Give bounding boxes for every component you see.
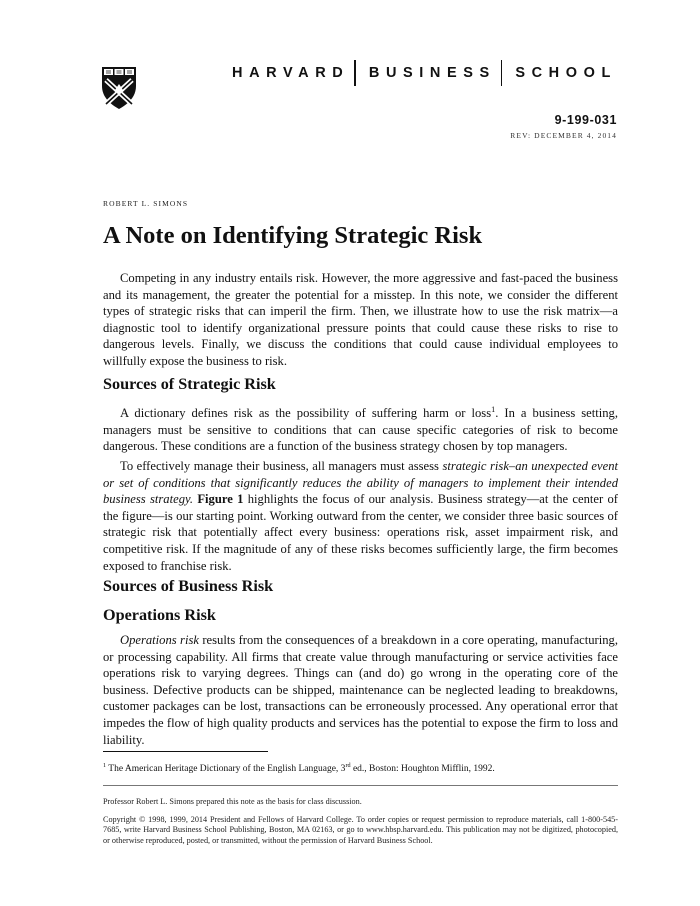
page-title: A Note on Identifying Strategic Risk [103, 222, 483, 249]
footnote-number: 1 [103, 762, 107, 769]
paragraph-text: highlights the focus of our analysis. Business strategy—at the center of the figure—is our starting point. Working outward from the center, we consider three basic sources of strategic risk that potentially affect every business: operations risk, asset impairment risk, and competitive risk. If the magnitude of any of these risks becomes sufficiently large, the firm becomes exposed to franchise risk. [103, 492, 618, 573]
masthead-divider [354, 60, 356, 86]
masthead-word-school: SCHOOL [515, 65, 617, 81]
footnote-reference[interactable]: 1 [491, 404, 496, 414]
masthead-word-business: BUSINESS [368, 65, 496, 81]
footnote-text: The American Heritage Dictionary of the English Language, 3 [106, 764, 346, 774]
revision-date: REV: DECEMBER 4, 2014 [510, 131, 617, 140]
masthead-divider [501, 60, 503, 86]
document-number: 9-199-031 [554, 113, 617, 127]
hbs-shield-icon [101, 66, 137, 110]
footnote [103, 764, 495, 774]
author-name: ROBERT L. SIMONS [103, 199, 189, 208]
paragraph-text: To effectively manage their business, all managers must assess [120, 459, 443, 473]
footnote-text: ed., Boston: Houghton Mifflin, 1992. [350, 764, 495, 774]
strategic-risk-definition: strategic risk–an unexpected event or set of conditions that significantly reduces the ability of managers to implement their intended business strategy. [103, 459, 618, 507]
preparation-note: Professor Robert L. Simons prepared this note as the basis for class discussion. [103, 797, 362, 806]
masthead-word-harvard: HARVARD [232, 65, 350, 81]
footnote-divider [103, 751, 268, 752]
section-heading-strategic-risk: Sources of Strategic Risk [103, 375, 276, 393]
paragraph-operations-risk [103, 632, 618, 748]
paragraph-risk-definition [103, 405, 618, 455]
figure-reference: Figure 1 [197, 492, 244, 507]
paragraph-strategic-risk [103, 458, 618, 574]
footnote-superscript: rd [345, 762, 351, 769]
copyright-notice: Copyright © 1998, 1999, 2014 President and Fellows of Harvard College. To order copies or request permission to reproduce materials, call 1-800-545-7685, write Harvard Business School Publishing, Boston, MA 02163, or go to www.hbsp.harvard.edu. This publication may not be digitized, photocopied, or otherwise reproduced, posted, or transmitted, without the permission of Harvard Business School. [103, 815, 618, 845]
section-heading-business-risk: Sources of Business Risk [103, 577, 274, 595]
subsection-heading-operations-risk: Operations Risk [103, 606, 216, 624]
paragraph-text: . In a business setting, managers must be sensitive to conditions that can cause specific categories of risk to become dangerous. These conditions are a function of the business strategy chosen by top managers. [103, 406, 618, 454]
school-masthead [232, 60, 617, 86]
footer-divider [103, 785, 618, 786]
paragraph-text: results from the consequences of a breakdown in a core operating, manufacturing, or processing capability. All firms that create value through manufacturing or service activities face operations risk to varying degrees. Things can (and do) go wrong in the operating core of the business. Defective products can be shipped, maintenance can be neglected leading to breakdowns, customer packages can be lost, transactions can be erroneously processed. Any operational error that impedes the flow of high quality products and services has the potential to expose the firm to loss and liability. [103, 633, 618, 747]
intro-paragraph: Competing in any industry entails risk. However, the more aggressive and fast-paced the business and its management, the greater the potential for a misstep. In this note, we consider the different types of strategic risks that can imperil the firm. Then, we illustrate how to use the risk matrix—a diagnostic tool to identify organizational pressure points that could cause these risks to rise to dangerous levels. Finally, we discuss the conditions that could cause individual employees to willfully expose the business to risk. [103, 271, 618, 368]
operations-risk-term: Operations risk [120, 633, 199, 647]
paragraph-text: A dictionary defines risk as the possibility of suffering harm or loss [120, 406, 492, 420]
